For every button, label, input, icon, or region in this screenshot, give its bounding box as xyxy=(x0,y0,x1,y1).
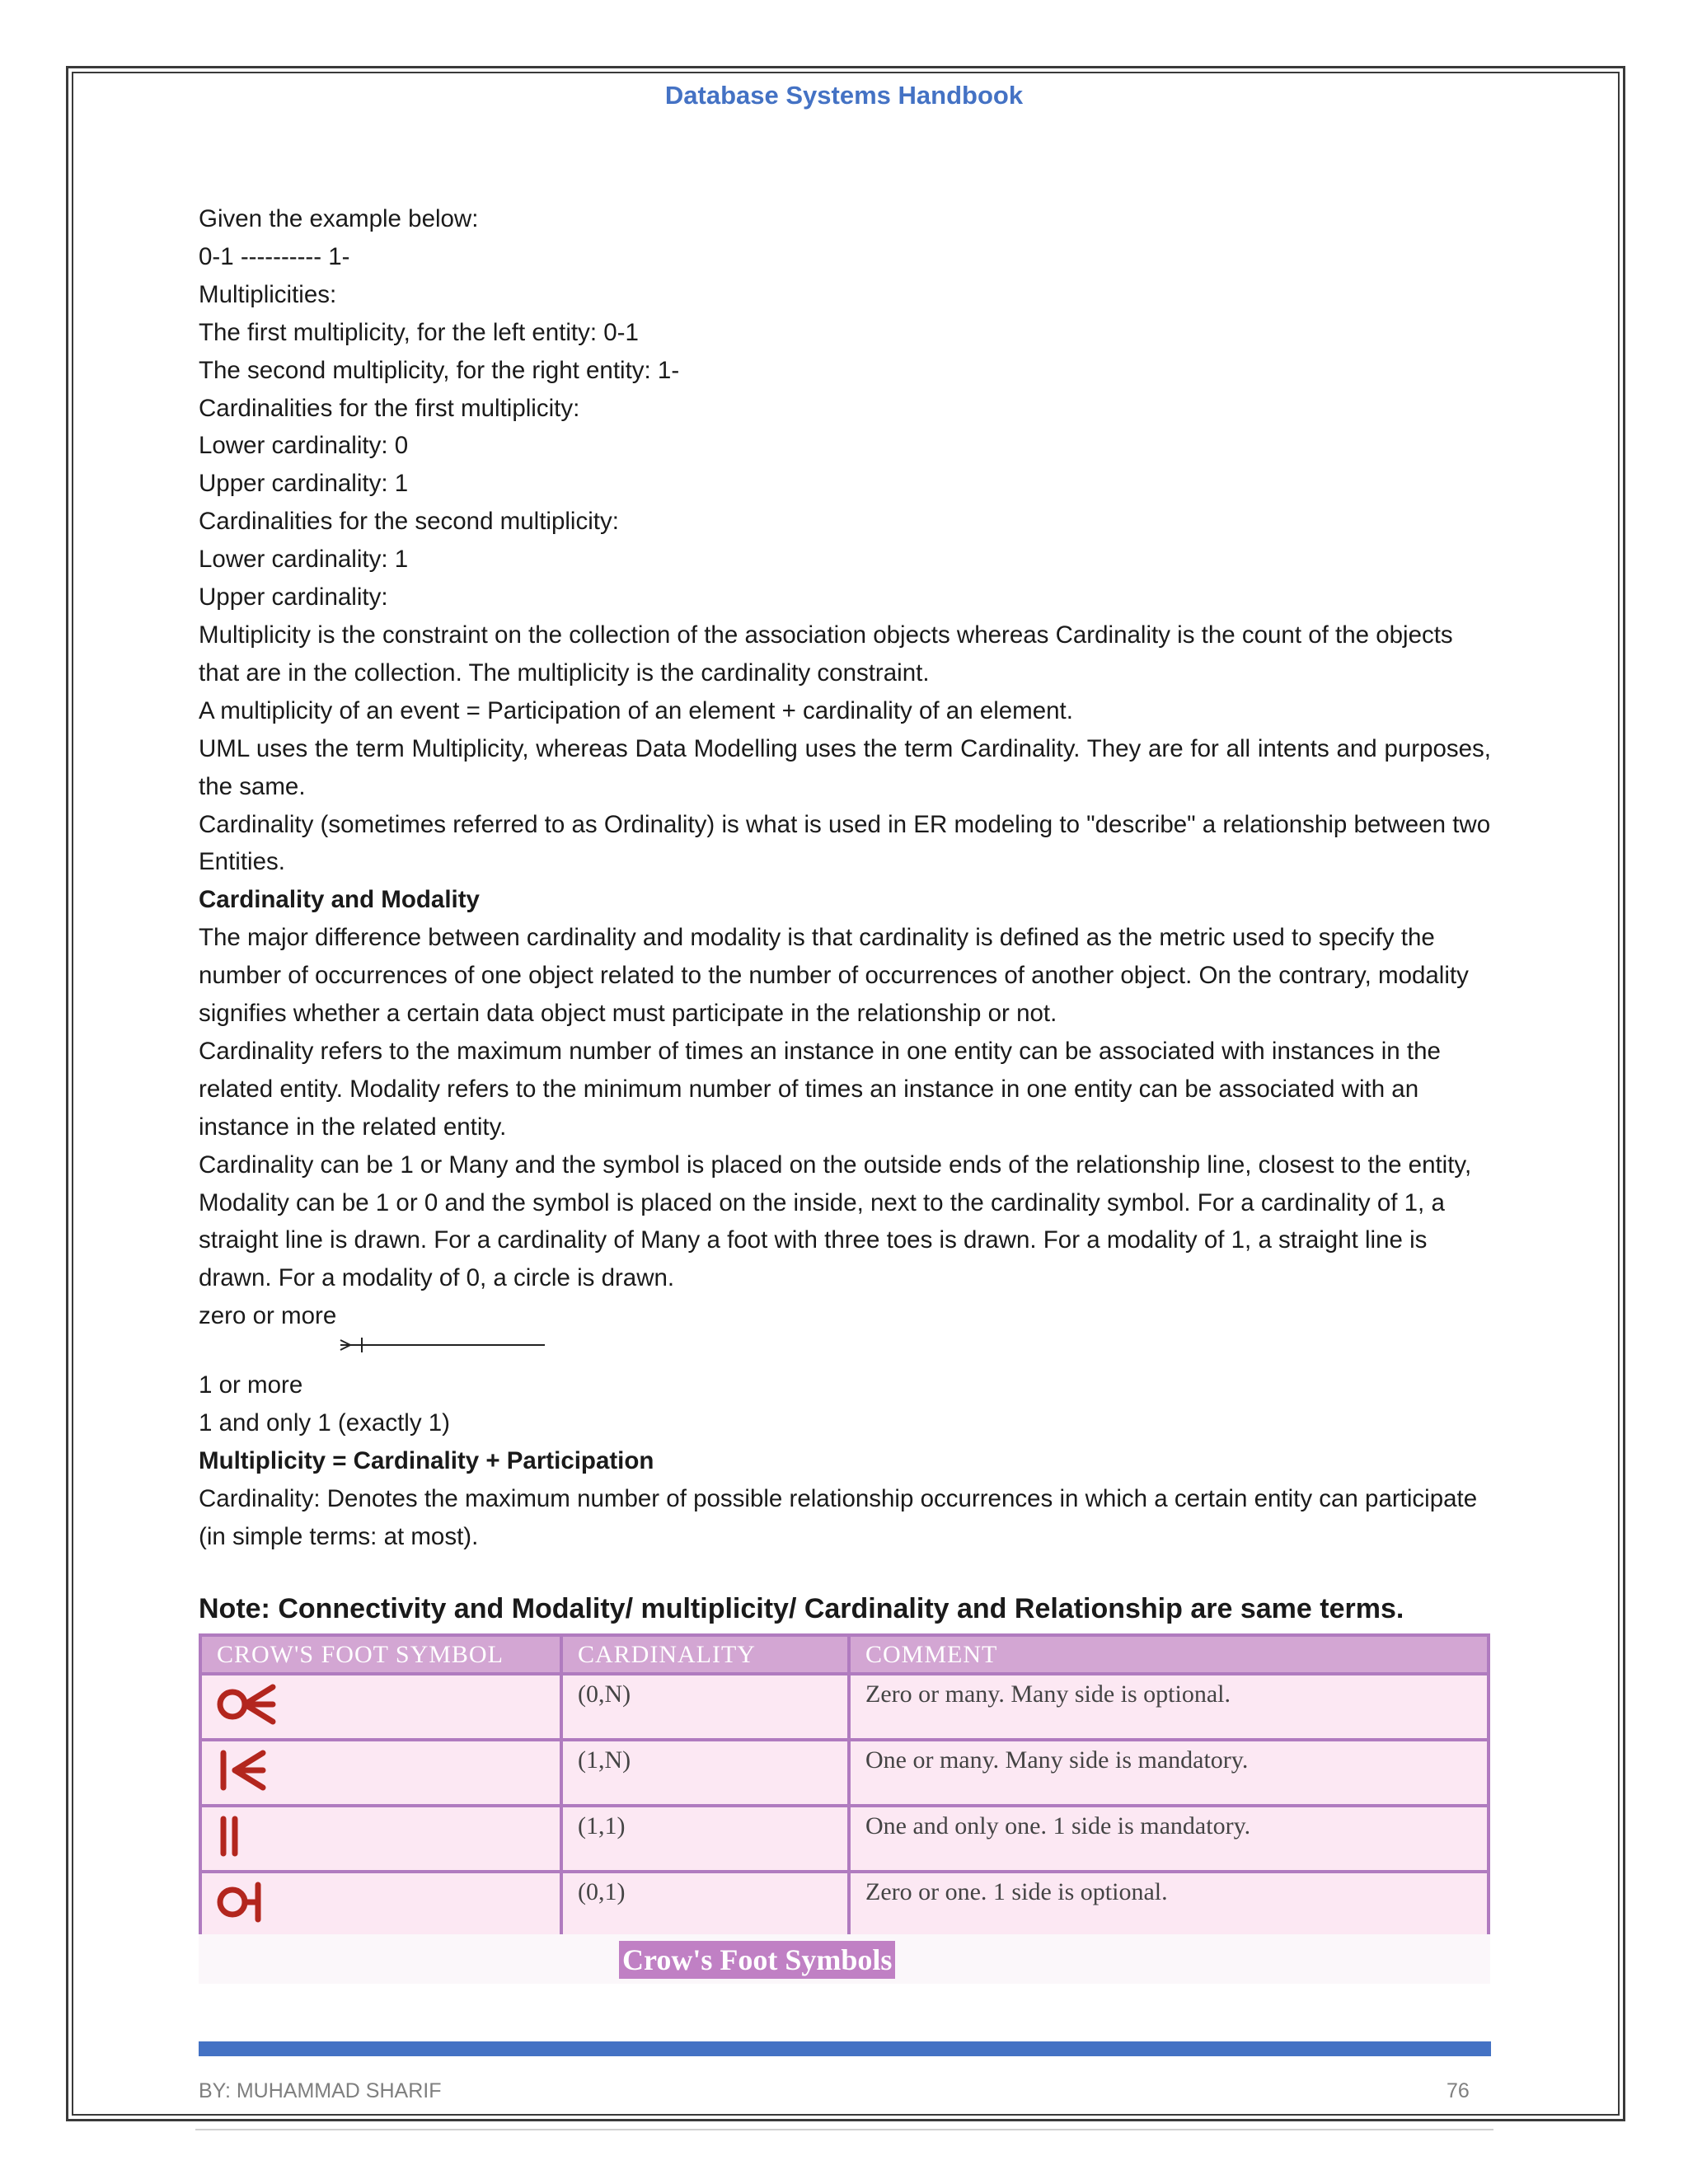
page-number: 76 xyxy=(1447,2079,1470,2102)
table-row xyxy=(200,1740,1489,1806)
footer-bar xyxy=(199,2041,1491,2056)
table-caption: Crow's Foot Symbols xyxy=(619,1941,895,1979)
column-header: COMMENT xyxy=(849,1635,1489,1674)
paragraph-uml: UML uses the term Multiplicity, whereas Data Modelling uses the term Cardinality. They are for all intents and purposes, the same. xyxy=(199,734,1491,800)
comment-cell: Zero or one. 1 side is optional. xyxy=(849,1872,1489,1938)
crows-foot-table xyxy=(199,1633,1490,1939)
comment-cell: One or many. Many side is mandatory. xyxy=(849,1740,1489,1806)
table-row xyxy=(200,1674,1489,1740)
table-header-row xyxy=(200,1635,1489,1674)
zero-or-many-icon xyxy=(215,1680,284,1728)
table-row xyxy=(200,1806,1489,1872)
text-line: Given the example below: xyxy=(199,205,479,232)
symbol-cell xyxy=(200,1872,561,1938)
heading-cardinality-modality: Cardinality and Modality xyxy=(199,886,480,914)
paragraph-difference: The major difference between cardinality and modality is that cardinality is defined as the metric used to specify the number of occurrences of one object related to the number of occurrences of another object. On the contrary, modality signifies whether a certain data object must participate in the relationship or not. xyxy=(199,924,1469,1028)
cardinality-cell: (1,1) xyxy=(561,1806,849,1872)
paragraph-cardinality-definition: Cardinality: Denotes the maximum number of possible relationship occurrences in which a certain entity can participate (in simple terms: at most). xyxy=(199,1484,1478,1550)
comment-cell: One and only one. 1 side is mandatory. xyxy=(849,1806,1489,1872)
column-header: CROW'S FOOT SYMBOL xyxy=(200,1635,561,1674)
footer-author: BY: MUHAMMAD SHARIF xyxy=(199,2079,442,2102)
paragraph-symbols: Cardinality can be 1 or Many and the symbol is placed on the outside ends of the relationship line, closest to the entity, Modality can be 1 or 0 and the symbol is placed on the inside, next to the cardinality symbol. For a cardinality of 1, a straight line is drawn. For a cardinality of Many a foot with three toes is drawn. For a modality of 1, a straight line is drawn. For a modality of 0, a circle is drawn. xyxy=(199,1151,1472,1292)
cardinality-cell: (0,1) xyxy=(561,1872,849,1938)
one-or-many-line-icon xyxy=(339,1335,546,1355)
text-line: Cardinalities for the second multiplicity: xyxy=(199,508,619,536)
paragraph-ordinality: Cardinality (sometimes referred to as Ordinality) is what is used in ER modeling to "describe" a relationship between two Entities. xyxy=(199,810,1491,876)
symbol-cell xyxy=(200,1806,561,1872)
paragraph-refers: Cardinality refers to the maximum number of times an instance in one entity can be associated with instances in the related entity. Modality refers to the minimum number of times an instance in one entity can be associated with an instance in the related entity. xyxy=(199,1037,1441,1141)
text-line: Upper cardinality: 1 xyxy=(199,470,409,498)
one-or-many-icon xyxy=(215,1746,284,1794)
bottom-rule xyxy=(195,2129,1493,2130)
text-line: The first multiplicity, for the left entity: 0-1 xyxy=(199,318,639,346)
cardinality-cell: (0,N) xyxy=(561,1674,849,1740)
cardinality-cell: (1,N) xyxy=(561,1740,849,1806)
comment-cell: Zero or many. Many side is optional. xyxy=(849,1674,1489,1740)
relationship-symbol-row xyxy=(199,1335,1491,1366)
table-row xyxy=(200,1872,1489,1938)
note-heading: Note: Connectivity and Modality/ multiplicity/ Cardinality and Relationship are same terms. xyxy=(199,1593,1404,1624)
text-line-event: A multiplicity of an event = Participation of an element + cardinality of an element. xyxy=(199,696,1073,724)
zero-or-one-icon xyxy=(215,1878,284,1926)
page-header-title: Database Systems Handbook xyxy=(664,81,1024,110)
one-and-only-one-icon xyxy=(215,1812,284,1860)
text-line: Upper cardinality: xyxy=(199,583,388,612)
text-line: Multiplicities: xyxy=(199,280,337,308)
symbol-cell xyxy=(200,1740,561,1806)
body-text xyxy=(199,200,1491,1556)
paragraph-multiplicity: Multiplicity is the constraint on the collection of the association objects whereas Cardinality is the count of the objects that are in the collection. The multiplicity is the cardinality constraint. xyxy=(199,621,1453,687)
text-line: Lower cardinality: 0 xyxy=(199,432,409,460)
text-line: Lower cardinality: 1 xyxy=(199,546,409,574)
text-exactly-one: 1 and only 1 (exactly 1) xyxy=(199,1409,450,1437)
text-line: Cardinalities for the first multiplicity: xyxy=(199,394,580,422)
column-header: CARDINALITY xyxy=(561,1635,849,1674)
symbol-cell xyxy=(200,1674,561,1740)
text-line: The second multiplicity, for the right entity: 1- xyxy=(199,356,680,384)
heading-multiplicity: Multiplicity = Cardinality + Participation xyxy=(199,1447,654,1474)
text-line: 0-1 ---------- 1- xyxy=(199,242,350,270)
text-one-or-more: 1 or more xyxy=(199,1371,303,1399)
text-zero-or-more: zero or more xyxy=(199,1302,337,1330)
